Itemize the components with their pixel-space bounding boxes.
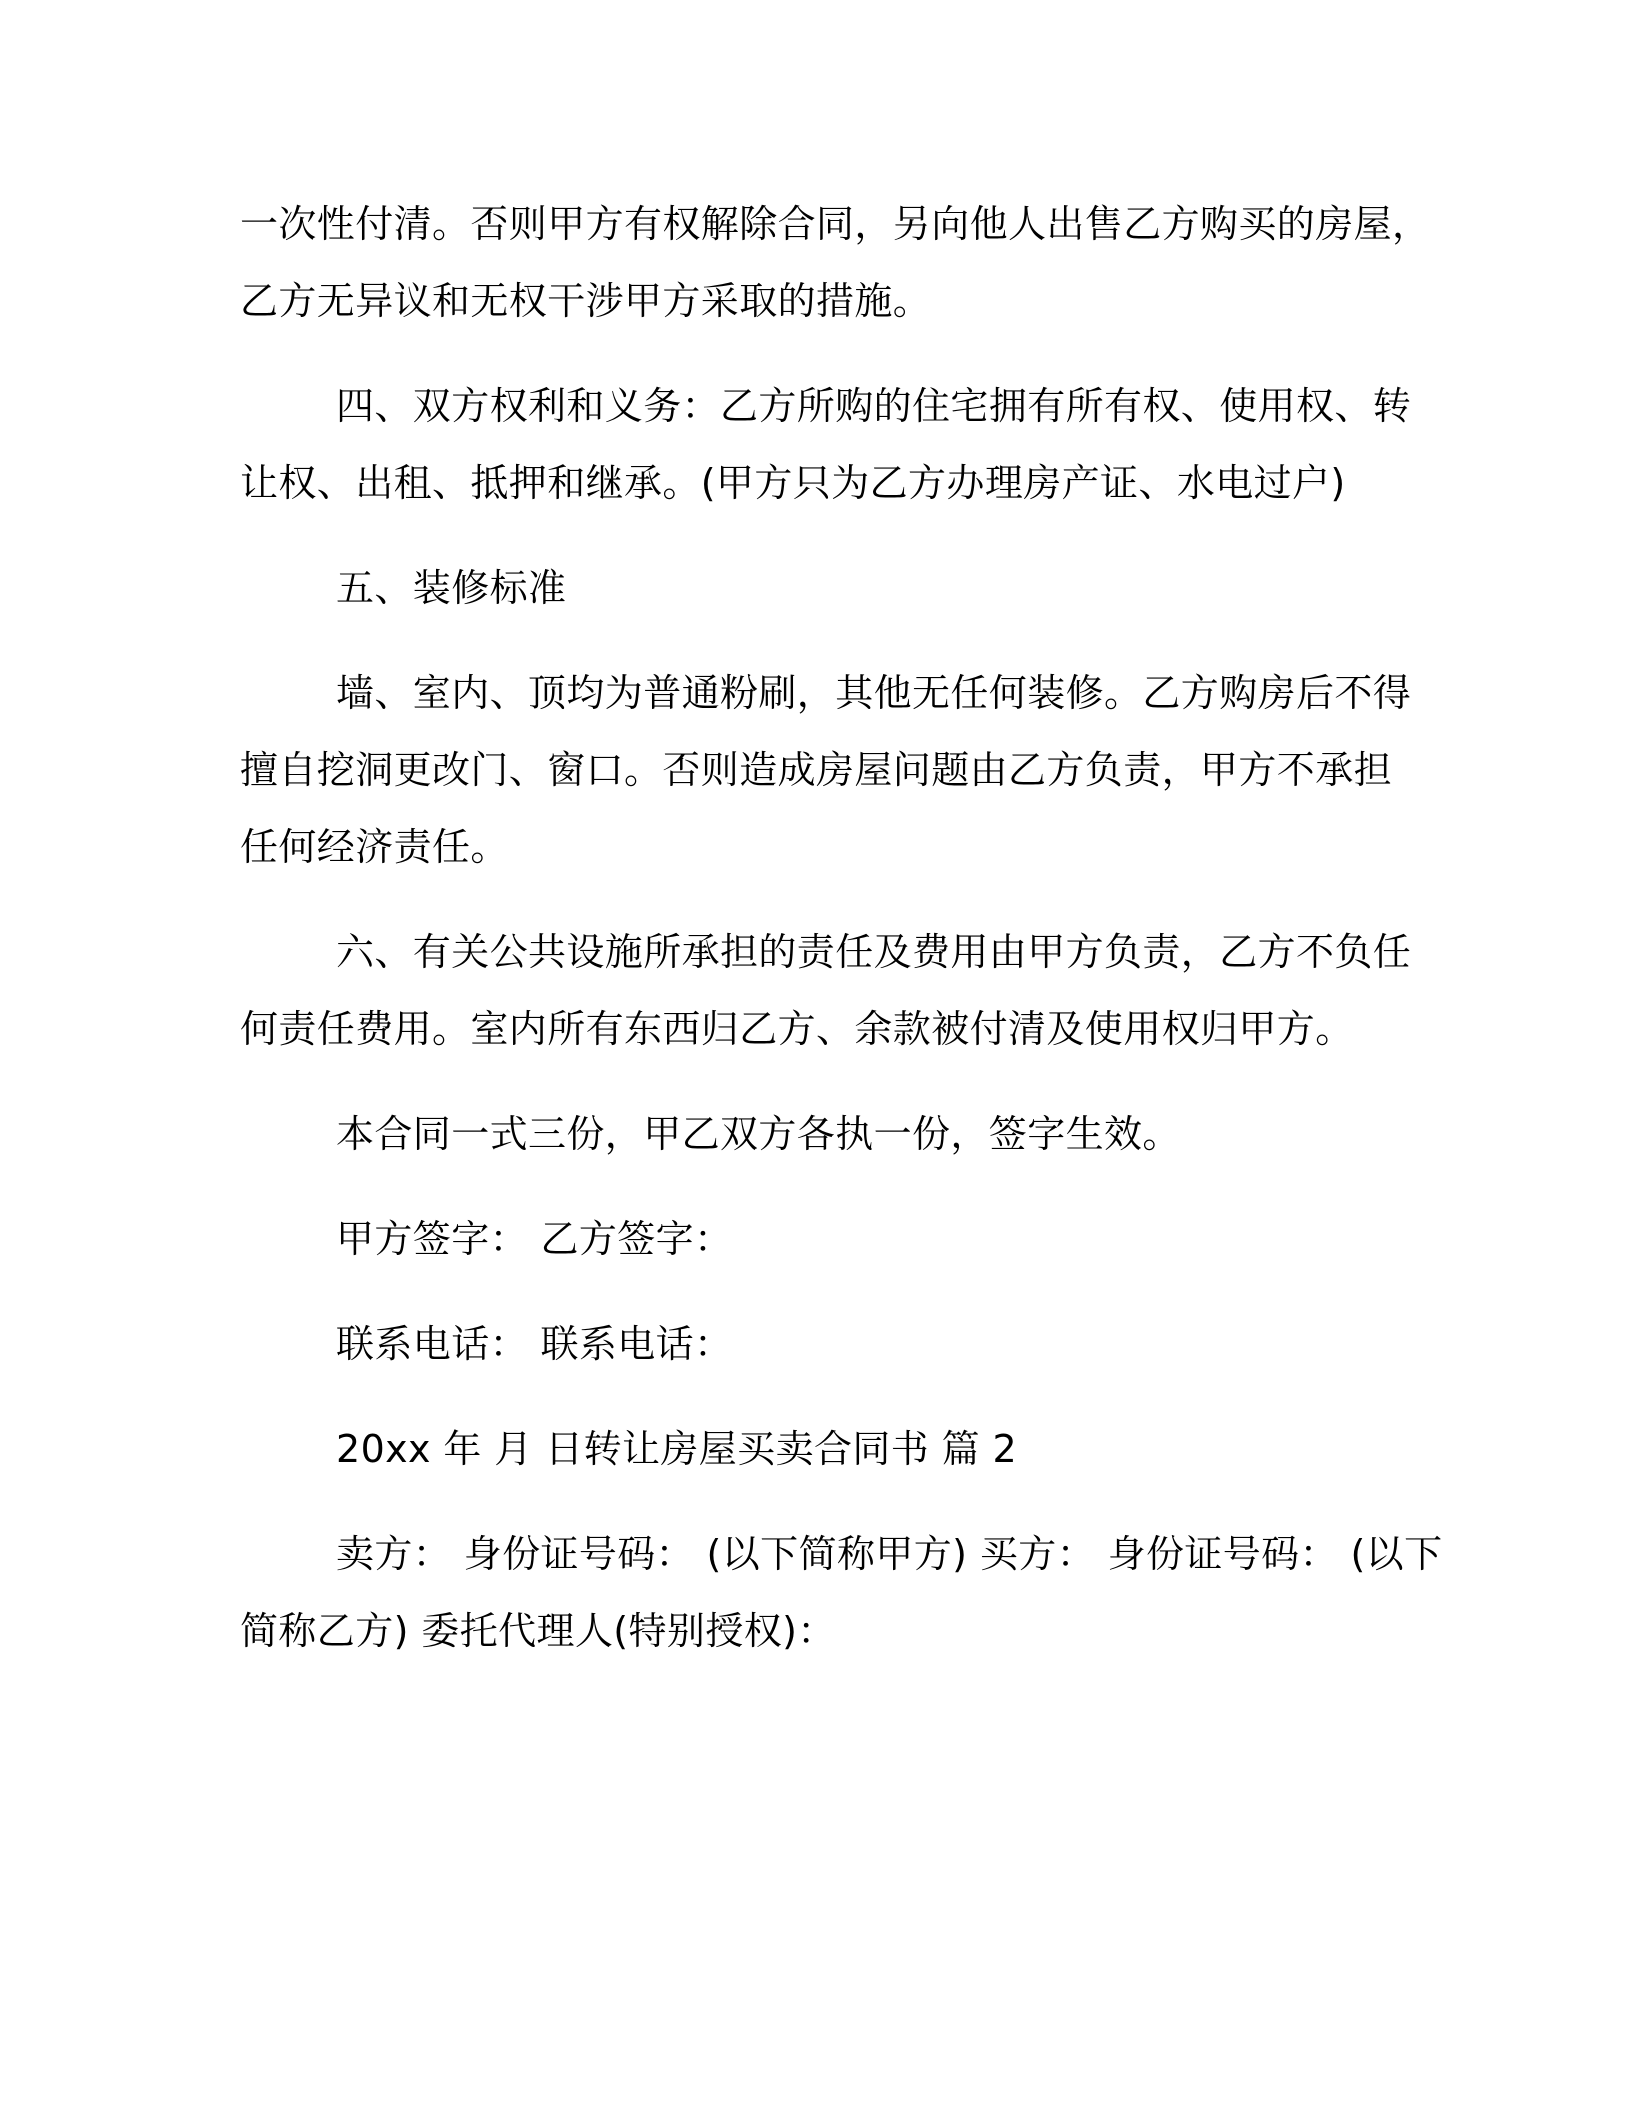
paragraph-decoration-standard <box>240 655 1412 886</box>
text-line: 六、有关公共设施所承担的责任及费用由甲方负责，乙方不负任 <box>336 930 1412 974</box>
text-line: 乙方无异议和无权干涉甲方采取的措施。 <box>240 279 932 323</box>
text-line: 墙、室内、顶均为普通粉刷，其他无任何装修。乙方购房后不得 <box>336 671 1412 715</box>
paragraph-section-title <box>240 1411 1390 1488</box>
paragraph-payment <box>240 186 1431 340</box>
text-line: 本合同一式三份，甲乙双方各执一份，签字生效。 <box>336 1112 1181 1156</box>
paragraph-copies <box>240 1096 1390 1173</box>
paragraph-public-facilities <box>240 914 1412 1068</box>
paragraph-decoration-heading <box>240 550 1390 627</box>
paragraph-rights-obligations <box>240 368 1412 522</box>
text-line: 何责任费用。室内所有东西归乙方、余款被付清及使用权归甲方。 <box>240 1007 1354 1051</box>
text-line: 简称乙方) 委托代理人(特别授权)： <box>240 1609 836 1653</box>
text-line: 20xx 年 月 日转让房屋买卖合同书 篇 2 <box>336 1427 1018 1471</box>
text-line: 让权、出租、抵押和继承。(甲方只为乙方办理房产证、水电过户) <box>240 461 1346 505</box>
text-line: 甲方签字： 乙方签字： <box>336 1217 733 1261</box>
text-line: 擅自挖洞更改门、窗口。否则造成房屋问题由乙方负责，甲方不承担 <box>240 748 1393 792</box>
text-line: 五、装修标准 <box>336 566 567 610</box>
paragraph-parties <box>240 1516 1443 1670</box>
text-line: 联系电话： 联系电话： <box>336 1322 733 1366</box>
paragraph-signatures <box>240 1201 1390 1278</box>
text-line: 卖方： 身份证号码： (以下简称甲方) 买方： 身份证号码： (以下 <box>336 1532 1443 1576</box>
document-body <box>240 186 1443 1698</box>
paragraph-phones <box>240 1306 1390 1383</box>
text-line: 四、双方权利和义务：乙方所购的住宅拥有所有权、使用权、转 <box>336 384 1412 428</box>
text-line: 一次性付清。否则甲方有权解除合同，另向他人出售乙方购买的房屋， <box>240 202 1431 246</box>
text-line: 任何经济责任。 <box>240 825 509 869</box>
